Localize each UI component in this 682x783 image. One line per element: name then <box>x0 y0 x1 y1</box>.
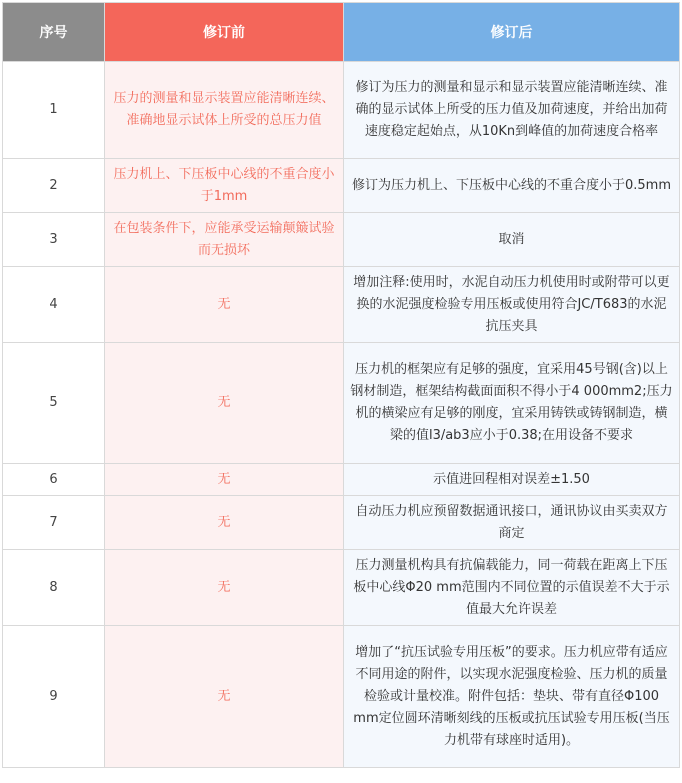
before-text: 无 <box>105 626 344 768</box>
before-text: 无 <box>105 496 344 550</box>
row-number: 4 <box>3 267 105 343</box>
before-text: 在包装条件下，应能承受运输颠簸试验而无损坏 <box>105 213 344 267</box>
before-text: 无 <box>105 550 344 626</box>
header-serial-number: 序号 <box>3 3 105 62</box>
after-text: 示值进回程相对误差±1.50 <box>344 464 680 496</box>
after-text: 修订为压力机上、下压板中心线的不重合度小于0.5mm <box>344 159 680 213</box>
row-number: 3 <box>3 213 105 267</box>
row-number: 8 <box>3 550 105 626</box>
after-text: 增加了“抗压试验专用压板”的要求。压力机应带有适应不同用途的附件，以实现水泥强度检验、压力机的质量检验或计量校准。附件包括：垫块、带有直径Φ100 mm定位圆环清晰刻线的压板或抗压试验专用压板(当压力机带有球座时适用)。 <box>344 626 680 768</box>
table-row <box>3 496 680 550</box>
table-row <box>3 62 680 159</box>
table-row <box>3 159 680 213</box>
table-row <box>3 213 680 267</box>
after-text: 修订为压力的测量和显示和显示装置应能清晰连续、准确的显示试体上所受的压力值及加荷速度，并给出加荷速度稳定起始点，从10Kn到峰值的加荷速度合格率 <box>344 62 680 159</box>
before-text: 无 <box>105 267 344 343</box>
header-after-revision: 修订后 <box>344 3 680 62</box>
row-number: 9 <box>3 626 105 768</box>
table-row <box>3 626 680 768</box>
table-row <box>3 464 680 496</box>
row-number: 1 <box>3 62 105 159</box>
before-text: 无 <box>105 343 344 464</box>
after-text: 取消 <box>344 213 680 267</box>
row-number: 6 <box>3 464 105 496</box>
row-number: 5 <box>3 343 105 464</box>
before-text: 压力的测量和显示装置应能清晰连续、准确地显示试体上所受的总压力值 <box>105 62 344 159</box>
after-text: 压力测量机构具有抗偏载能力，同一荷载在距离上下压板中心线Φ20 mm范围内不同位置的示值误差不大于示值最大允许误差 <box>344 550 680 626</box>
table-row <box>3 550 680 626</box>
after-text: 增加注释:使用时，水泥自动压力机使用时或附带可以更换的水泥强度检验专用压板或使用符合JC/T683的水泥抗压夹具 <box>344 267 680 343</box>
table-row <box>3 267 680 343</box>
after-text: 自动压力机应预留数据通讯接口，通讯协议由买卖双方商定 <box>344 496 680 550</box>
before-text: 压力机上、下压板中心线的不重合度小于1mm <box>105 159 344 213</box>
table-row <box>3 343 680 464</box>
before-text: 无 <box>105 464 344 496</box>
revision-comparison-table <box>2 2 680 768</box>
after-text: 压力机的框架应有足够的强度，宜采用45号钢(含)以上钢材制造，框架结构截面面积不得小于4 000mm2;压力机的横梁应有足够的刚度，宜采用铸铁或铸钢制造，横梁的值l3/ab3应小于0.38;在用设备不要求 <box>344 343 680 464</box>
header-before-revision: 修订前 <box>105 3 344 62</box>
row-number: 7 <box>3 496 105 550</box>
row-number: 2 <box>3 159 105 213</box>
table-header-row <box>3 3 680 62</box>
